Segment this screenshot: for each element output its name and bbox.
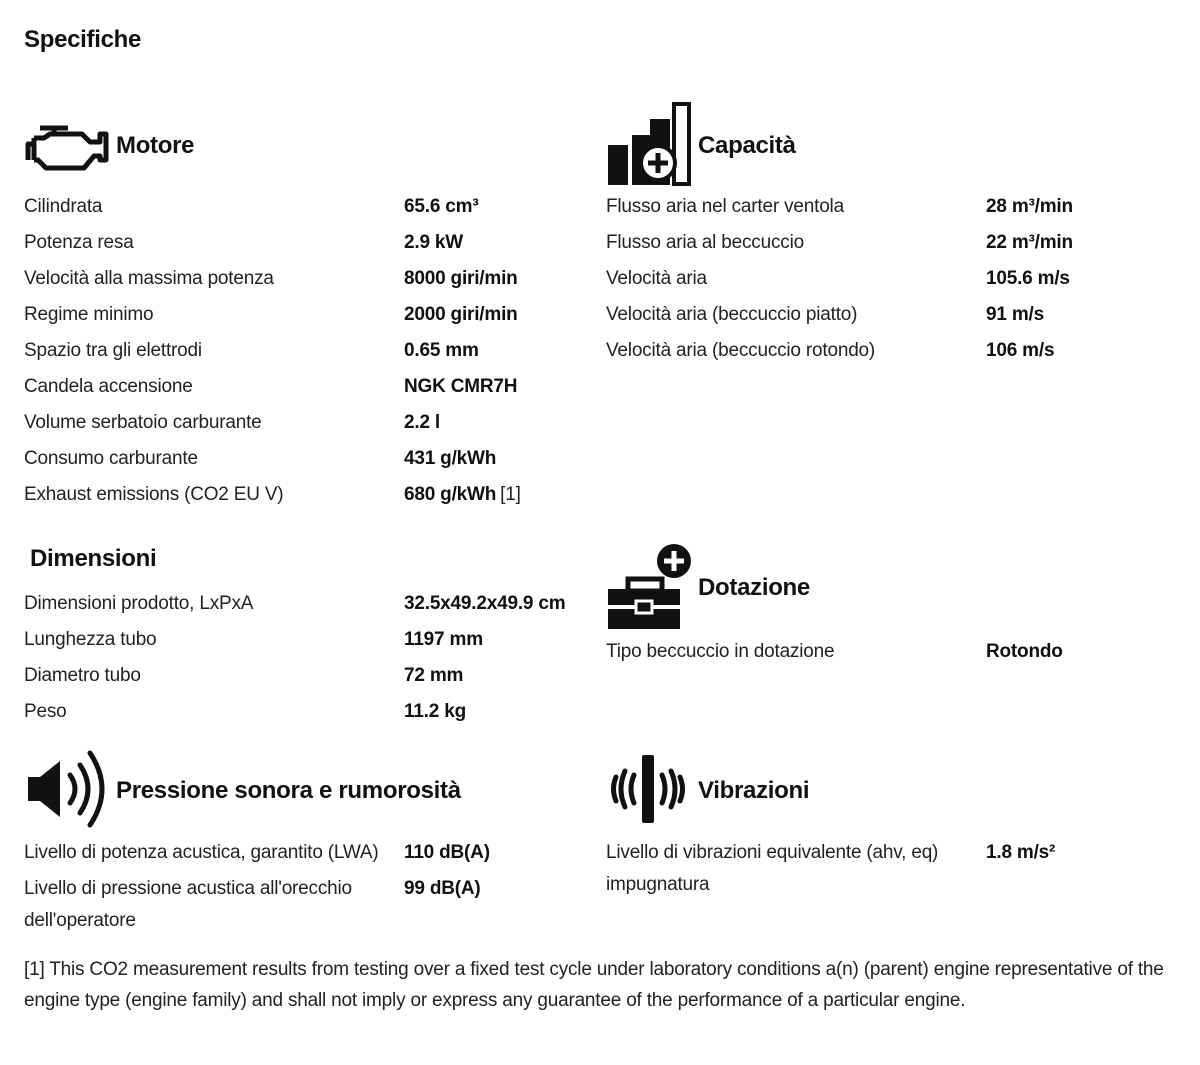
vibration-icon: [606, 749, 692, 834]
section-pressione-sonora: [24, 745, 584, 937]
section-title-motore: Motore: [116, 132, 195, 159]
spec-value: 2000 giri/min: [404, 304, 518, 325]
section-dotazione: [606, 540, 1186, 672]
spec-label: Regime minimo: [24, 304, 154, 325]
spec-list-vibrazioni: [606, 837, 1186, 901]
spec-label: Exhaust emissions (CO2 EU V): [24, 484, 284, 505]
spec-label: Flusso aria nel carter ventola: [606, 196, 844, 217]
spec-value: [404, 479, 521, 511]
spec-value-text: 680 g/kWh: [404, 484, 497, 505]
spec-label: Candela accensione: [24, 376, 193, 397]
spec-row: [606, 263, 1186, 299]
spec-value: 105.6 m/s: [986, 268, 1070, 289]
spec-value: 65.6 cm³: [404, 196, 479, 217]
spec-row: [606, 191, 1186, 227]
section-title-vibrazioni: Vibrazioni: [698, 777, 810, 804]
section-header: [24, 540, 584, 578]
section-header: [606, 745, 1186, 837]
spec-label: Diametro tubo: [24, 665, 141, 686]
footnote: [1] This CO2 measurement results from testing over a fixed test cycle under laboratory conditions a(n) (parent) engine representative of the engine type (engine family) and shall not imply or express any guarantee of the performance of a particular engine.: [24, 959, 1164, 1011]
section-title-dimensioni: Dimensioni: [30, 545, 157, 572]
engine-icon: [24, 116, 110, 177]
speaker-icon: [24, 749, 110, 834]
spec-value: 91 m/s: [986, 304, 1044, 325]
spec-label: Velocità aria: [606, 268, 707, 289]
footnote-ref[interactable]: [1]: [500, 484, 521, 505]
spec-label: Spazio tra gli elettrodi: [24, 340, 202, 361]
spec-value: 2.2 l: [404, 412, 440, 433]
section-dimensioni: [24, 540, 584, 732]
section-title-capacita: Capacità: [698, 132, 796, 159]
spec-list-motore: [24, 191, 584, 515]
section-title-dotazione: Dotazione: [698, 574, 810, 601]
spec-label: Consumo carburante: [24, 448, 198, 469]
spec-row: [24, 660, 584, 696]
section-motore: [24, 101, 584, 515]
spec-label: Peso: [24, 701, 67, 722]
spec-value: 22 m³/min: [986, 232, 1073, 253]
spec-list-pressione: [24, 837, 584, 937]
spec-value: 110 dB(A): [404, 842, 490, 863]
toolbox-plus-icon: [606, 541, 692, 636]
spec-row: [24, 479, 584, 515]
section-header: [24, 745, 584, 837]
section-vibrazioni: [606, 745, 1186, 901]
spec-label: Cilindrata: [24, 196, 103, 217]
spec-row: [24, 191, 584, 227]
spec-row: [24, 624, 584, 660]
spec-label: Velocità aria (beccuccio rotondo): [606, 340, 876, 361]
spec-row: [24, 837, 584, 873]
spec-list-capacita: [606, 191, 1186, 371]
spec-value: 431 g/kWh: [404, 448, 497, 469]
spec-row: [606, 335, 1186, 371]
spec-label: Livello di vibrazioni equivalente (ahv, eq) impugnatura: [606, 842, 939, 895]
spec-label: Potenza resa: [24, 232, 134, 253]
spec-value: Rotondo: [986, 641, 1063, 662]
spec-label: Velocità alla massima potenza: [24, 268, 274, 289]
spec-value: 11.2 kg: [404, 701, 466, 722]
spec-row: [24, 299, 584, 335]
spec-label: Lunghezza tubo: [24, 629, 157, 650]
section-header: [24, 101, 584, 191]
spec-row: [24, 443, 584, 479]
spec-row: [24, 696, 584, 732]
spec-value: 8000 giri/min: [404, 268, 518, 289]
spec-label: Livello di pressione acustica all'orecchio dell'operatore: [24, 878, 352, 931]
section-header: [606, 540, 1186, 636]
spec-value: 106 m/s: [986, 340, 1055, 361]
spec-row: [24, 371, 584, 407]
spec-label: Tipo beccuccio in dotazione: [606, 641, 835, 662]
section-title-pressione: Pressione sonora e rumorosità: [116, 777, 461, 804]
spec-row: [606, 636, 1186, 672]
spec-row: [24, 263, 584, 299]
spec-row: [606, 837, 1186, 901]
spec-row: [24, 335, 584, 371]
spec-value: 2.9 kW: [404, 232, 463, 253]
spec-value: 32.5x49.2x49.9 cm: [404, 593, 566, 614]
spec-value: 1.8 m/s²: [986, 842, 1056, 863]
spec-row: [24, 588, 584, 624]
section-header: [606, 101, 1186, 191]
spec-label: Livello di potenza acustica, garantito (LWA): [24, 842, 379, 863]
spec-value: 28 m³/min: [986, 196, 1073, 217]
spec-label: Velocità aria (beccuccio piatto): [606, 304, 858, 325]
spec-row: [24, 227, 584, 263]
spec-value: 1197 mm: [404, 629, 483, 650]
spec-value: NGK CMR7H: [404, 376, 518, 397]
capacity-icon: [606, 101, 692, 192]
section-capacita: [606, 101, 1186, 371]
spec-label: Dimensioni prodotto, LxPxA: [24, 593, 254, 614]
spec-list-dimensioni: [24, 588, 584, 732]
spec-value: 0.65 mm: [404, 340, 479, 361]
spec-row: [24, 873, 584, 937]
spec-label: Volume serbatoio carburante: [24, 412, 262, 433]
page-title: Specifiche: [24, 26, 142, 53]
spec-label: Flusso aria al beccuccio: [606, 232, 804, 253]
spec-row: [606, 227, 1186, 263]
spec-row: [606, 299, 1186, 335]
spec-value: 99 dB(A): [404, 878, 481, 899]
spec-list-dotazione: [606, 636, 1186, 672]
spec-row: [24, 407, 584, 443]
spec-value: 72 mm: [404, 665, 464, 686]
